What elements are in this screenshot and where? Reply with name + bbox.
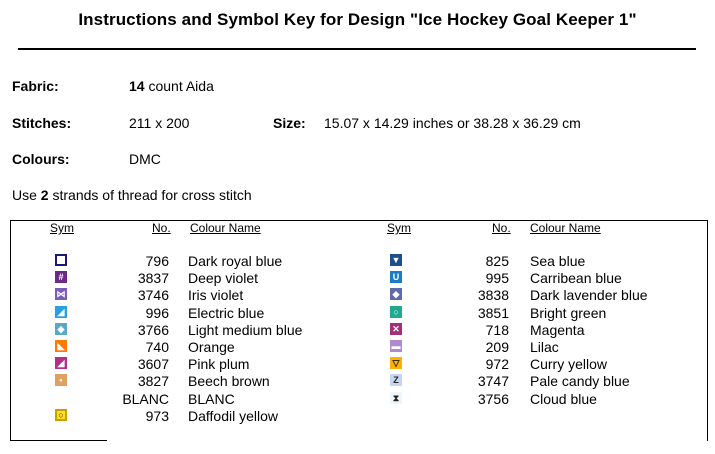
- strands-count: 2: [40, 187, 49, 203]
- hollow-square-icon: [55, 254, 67, 266]
- strands-pre: Use: [12, 187, 41, 203]
- colour-name: Dark lavender blue: [530, 287, 648, 303]
- hourglass-icon: ⧗: [390, 392, 402, 404]
- colour-name: Electric blue: [188, 305, 265, 321]
- colour-name: Cloud blue: [530, 391, 597, 407]
- z-icon: Z: [390, 374, 402, 386]
- half-triangle-icon: ◢: [55, 306, 67, 318]
- colour-number: 3838: [477, 287, 509, 303]
- colour-name: Curry yellow: [530, 356, 608, 372]
- colour-number: 3756: [477, 391, 509, 407]
- title-rule: [18, 48, 696, 50]
- colour-number: 973: [145, 408, 169, 424]
- fabric-label: Fabric:: [12, 78, 59, 94]
- hash-icon: #: [55, 271, 67, 283]
- colour-number: 3766: [137, 322, 169, 338]
- colour-name: Pink plum: [188, 356, 250, 372]
- colour-number: 718: [485, 322, 509, 338]
- stitches-label: Stitches:: [12, 115, 72, 131]
- colour-number: 996: [145, 305, 169, 321]
- fabric-count: 14: [129, 78, 145, 94]
- shield-icon: ▼: [391, 254, 401, 265]
- colour-name: Iris violet: [188, 287, 244, 303]
- colour-name: Beech brown: [188, 373, 270, 389]
- sym-header-right: Sym: [387, 221, 411, 235]
- down-triangle-icon: ▽: [390, 357, 402, 369]
- colour-name: Magenta: [530, 322, 585, 338]
- colour-name: BLANC: [188, 391, 235, 407]
- colour-name: Sea blue: [530, 253, 586, 269]
- cup-icon: U: [390, 271, 402, 283]
- colour-number: 825: [485, 253, 509, 269]
- colour-name-header-right: Colour Name: [530, 221, 601, 235]
- colour-name: Carribean blue: [530, 270, 622, 286]
- colour-number: 995: [485, 270, 509, 286]
- no-header-left: No.: [152, 221, 171, 235]
- bowtie-icon: ⋈: [56, 288, 66, 299]
- strands-post: strands of thread for cross stitch: [48, 187, 252, 203]
- colour-number: 3747: [477, 373, 509, 389]
- diamond-icon: ◆: [55, 323, 67, 335]
- colour-number: 796: [145, 253, 169, 269]
- page-title: Instructions and Symbol Key for Design "Ice Hockey Goal Keeper 1": [78, 10, 637, 29]
- colour-number: 3851: [477, 305, 509, 321]
- colour-number: 3837: [137, 270, 169, 286]
- size-value: 15.07 x 14.29 inches or 38.28 x 36.29 cm: [324, 115, 581, 131]
- colours-label: Colours:: [12, 151, 70, 167]
- colour-name: Orange: [188, 339, 235, 355]
- colour-name-header-left: Colour Name: [190, 221, 261, 235]
- colour-number: 209: [485, 339, 509, 355]
- diamond-icon: ◆: [390, 288, 402, 300]
- colour-number: 972: [485, 356, 509, 372]
- size-label: Size:: [273, 115, 306, 131]
- colour-name: Deep violet: [188, 270, 259, 286]
- stitches-value: 211 x 200: [129, 115, 190, 131]
- no-header-right: No.: [492, 221, 511, 235]
- strands-note: [12, 187, 252, 203]
- colour-number: 3827: [137, 373, 169, 389]
- circle-icon: ○: [390, 306, 402, 318]
- colour-number: 3607: [137, 356, 169, 372]
- triangle-icon: ◢: [55, 357, 67, 369]
- key-bottom-line: [10, 440, 107, 441]
- sym-header-left: Sym: [50, 221, 74, 235]
- colour-name: Dark royal blue: [188, 253, 283, 269]
- colour-name: Daffodil yellow: [188, 408, 279, 424]
- fabric-value: [129, 78, 214, 94]
- cross-icon: ✕: [390, 323, 402, 335]
- colour-name: Bright green: [530, 305, 607, 321]
- bar-icon: ▬: [391, 340, 401, 351]
- colour-name: Pale candy blue: [530, 373, 630, 389]
- fabric-type: count Aida: [144, 78, 214, 94]
- colours-value: DMC: [129, 151, 161, 167]
- colour-number: 740: [145, 339, 169, 355]
- colour-name: Lilac: [530, 339, 559, 355]
- corner-triangle-icon: ◣: [55, 340, 67, 352]
- circle-icon: ○: [55, 409, 67, 421]
- colour-number: 3746: [137, 287, 169, 303]
- colour-name: Light medium blue: [188, 322, 303, 338]
- colour-number: BLANC: [122, 391, 169, 407]
- dot-icon: •: [55, 374, 67, 386]
